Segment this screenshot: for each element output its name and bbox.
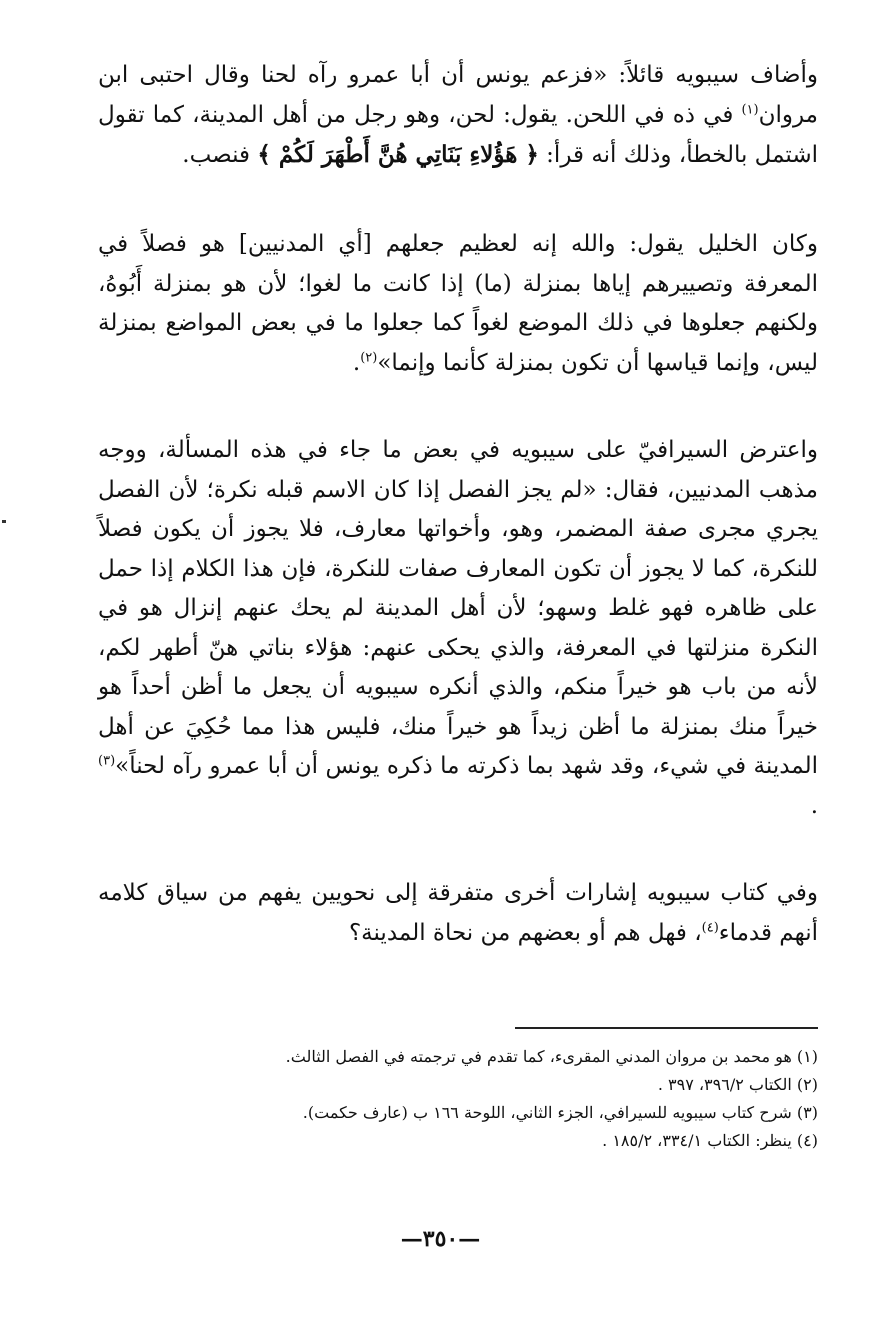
footnote-reference: (١): [741, 101, 759, 117]
paragraph-3: [98, 431, 818, 826]
paragraph-text: فنصب.: [182, 142, 258, 168]
footnote-reference: (٤): [701, 919, 719, 935]
footnote-1: (١) هو محمد بن مروان المدني المقرىء، كما تقدم في ترجمته في الفصل الثالث.: [285, 1047, 818, 1066]
footnote-3: (٣) شرح كتاب سيبويه للسيرافي، الجزء الثاني، اللوحة ١٦٦ ب (عارف حكمت).: [302, 1103, 818, 1122]
paragraph-1: [98, 56, 818, 176]
footnote-separator: [515, 1027, 818, 1029]
footnote-reference: (٢): [360, 349, 378, 365]
paragraph-text: واعترض السيرافيّ على سيبويه في بعض ما جاء في هذه المسألة، ووجه مذهب المدنيين، فقال: «لم يجز الفصل إذا كان الاسم قبله نكرة؛ لأن الفصل يجري مجرى صفة المضمر، وهو، وأخواتها معارف، فلا يجوز أن يكون فصلاً للنكرة، كما لا يجوز أن تكون المعارف صفات للنكرة، فإن هذا الكلام إذا حمل على ظاهره فهو غلط وسهو؛ لأن أهل المدينة لم يحك عنهم إنزال هو في النكرة منزلتها في المعرفة، والذي يحكى عنهم: هؤلاء بناتي هنّ أطهر لكم، لأنه من باب هو خيراً منكم، والذي أنكره سيبويه أن يجعل ما أظن أحداً هو خيراً منك بمنزلة ما أظن زيداً هو خيراً منك، فليس هذا مما حُكِيَ عن أهل المدينة في شيء، وقد شهد بما ذكرته ما ذكره يونس أن أبا عمرو رآه لحناً»: [98, 437, 818, 779]
paragraph-4: [98, 874, 818, 953]
paragraph-text: .: [352, 349, 361, 376]
footnote-reference: (٣): [98, 753, 116, 769]
paragraph-text: وأضاف سيبويه قائلاً: «فزعم يونس أن أبا عمرو رآه لحنا وقال احتبى ابن مروان: [98, 62, 818, 128]
paragraph-2: [98, 225, 818, 383]
footnotes-list: [98, 1043, 818, 1155]
paragraph-text: وكان الخليل يقول: والله إنه لعظيم جعلهم [أي المدنيين] هو فصلاً في المعرفة وتصييرهم إياها بمنزلة (ما) إذا كانت ما لغوا؛ لأن هو بمنزلة أَبُوهُ، ولكنهم جعلوها في ذلك الموضع لغواً كما جعلوا ما في بعض المواضع بمنزلة ليس، وإنما قياسها أن تكون بمنزلة كأنما وإنما»: [98, 231, 818, 376]
footnote-2: (٢) الكتاب ٣٩٦/٢، ٣٩٧ .: [657, 1075, 818, 1094]
quran-quote: ﴿ هَؤُلاءِ بَنَاتِي هُنَّ أَطْهَرَ لَكُمْ ﴾: [257, 141, 539, 168]
paragraph-text: ، فهل هم أو بعضهم من نحاة المدينة؟: [348, 919, 702, 946]
scan-edge-mark: [2, 520, 6, 523]
footnote-4: (٤) ينظر: الكتاب ٣٣٤/١، ١٨٥/٢ .: [602, 1131, 818, 1150]
paragraph-text: في ذه في اللحن. يقول: لحن، وهو رجل من أهل المدينة، كما تقول اشتمل بالخطأ، وذلك أنه قرأ:: [98, 101, 818, 168]
paragraph-text: .: [810, 792, 818, 819]
page-number: —٣٥٠—: [400, 1226, 481, 1252]
paragraph-text: وفي كتاب سيبويه إشارات أخرى متفرقة إلى نحويين يفهم من سياق كلامه أنهم قدماء: [98, 880, 818, 946]
